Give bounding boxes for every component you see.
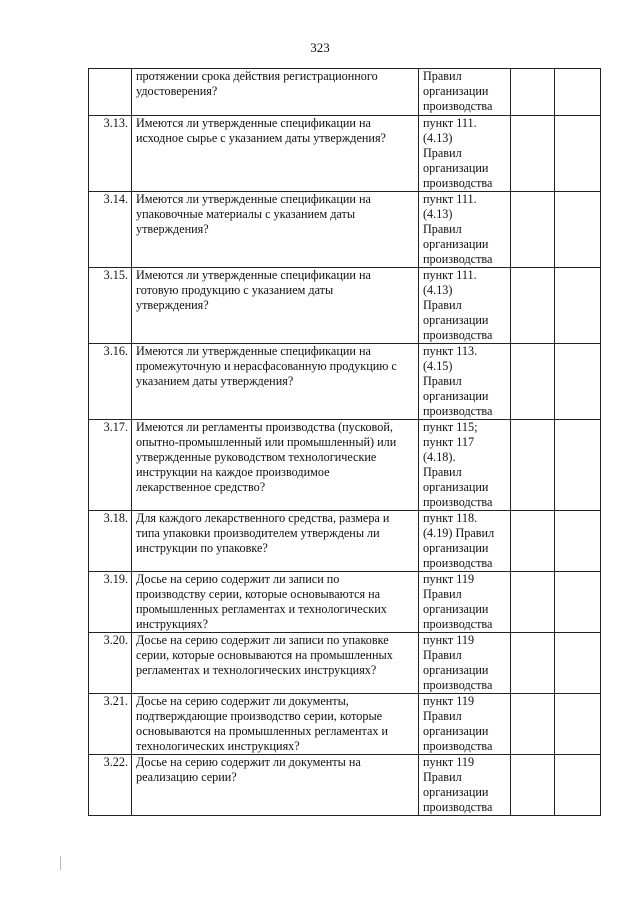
reference-line: организации — [423, 389, 489, 403]
reference-line: организации — [423, 785, 489, 799]
reference-line: пункт 111. — [423, 268, 477, 282]
reference-line: производства — [423, 556, 493, 570]
question-line: регламентах и технологических инструкциях? — [136, 663, 377, 677]
answer-cell-no — [555, 420, 601, 511]
reference-line: пункт 118. — [423, 511, 478, 525]
reference-line: пункт 119 — [423, 694, 475, 708]
answer-cell-no — [555, 511, 601, 572]
margin-mark — [60, 856, 61, 870]
reference-line: Правил — [423, 298, 462, 312]
question-text — [132, 420, 419, 511]
question-line: основываются на промышленных регламентах и — [136, 724, 389, 738]
page-number: 323 — [310, 40, 330, 55]
question-text — [132, 572, 419, 633]
question-text — [132, 344, 419, 420]
question-line: Имеются ли утвержденные спецификации на — [136, 192, 371, 206]
table-row — [89, 511, 601, 572]
table-row — [89, 344, 601, 420]
table-row — [89, 192, 601, 268]
reference-line: пункт 111. — [423, 192, 477, 206]
question-line: инструкциях? — [136, 617, 209, 631]
question-line: Имеются ли утвержденные спецификации на — [136, 268, 371, 282]
regulation-reference — [419, 116, 511, 192]
question-line: Имеются ли регламенты производства (пусковой, — [136, 420, 393, 434]
reference-line: организации — [423, 724, 489, 738]
reference-line: Правил — [423, 709, 462, 723]
reference-line: (4.15) — [423, 359, 453, 373]
question-line: Имеются ли утвержденные спецификации на — [136, 116, 371, 130]
reference-line: производства — [423, 252, 493, 266]
answer-cell-yes — [511, 69, 555, 116]
question-text — [132, 755, 419, 816]
question-line: инструкции по упаковке? — [136, 541, 268, 555]
question-line: Досье на серию содержит ли записи по — [136, 572, 340, 586]
reference-line: Правил — [423, 648, 462, 662]
question-line: типа упаковки производителем утверждены ли — [136, 526, 380, 540]
reference-line: организации — [423, 84, 489, 98]
question-line: Досье на серию содержит ли записи по упаковке — [136, 633, 389, 647]
question-line: лекарственное средство? — [136, 480, 266, 494]
answer-cell-yes — [511, 694, 555, 755]
answer-cell-no — [555, 755, 601, 816]
reference-line: производства — [423, 739, 493, 753]
table-row — [89, 633, 601, 694]
reference-line: Правил — [423, 146, 462, 160]
answer-cell-yes — [511, 633, 555, 694]
question-line: указанием даты утверждения? — [136, 374, 294, 388]
question-line: серии, которые основываются на промышленных — [136, 648, 393, 662]
table-row — [89, 572, 601, 633]
reference-line: (4.18). — [423, 450, 456, 464]
question-line: упаковочные материалы с указанием даты — [136, 207, 356, 221]
answer-cell-no — [555, 694, 601, 755]
question-line: подтверждающие производство серии, которые — [136, 709, 383, 723]
reference-line: (4.19) Правил — [423, 526, 495, 540]
question-line: утверждения? — [136, 222, 209, 236]
question-text — [132, 192, 419, 268]
reference-line: производства — [423, 678, 493, 692]
reference-line: производства — [423, 617, 493, 631]
reference-line: производства — [423, 99, 493, 113]
regulation-reference — [419, 69, 511, 116]
question-line: исходное сырье с указанием даты утверждения? — [136, 131, 386, 145]
reference-line: организации — [423, 237, 489, 251]
question-line: технологических инструкциях? — [136, 739, 300, 753]
table-row — [89, 694, 601, 755]
answer-cell-no — [555, 344, 601, 420]
reference-line: организации — [423, 663, 489, 677]
reference-line: Правил — [423, 465, 462, 479]
reference-line: пункт 119 — [423, 572, 475, 586]
answer-cell-no — [555, 268, 601, 344]
question-line: утвержденные руководством технологические — [136, 450, 377, 464]
reference-line: организации — [423, 602, 489, 616]
answer-cell-yes — [511, 192, 555, 268]
regulation-reference — [419, 572, 511, 633]
regulation-reference — [419, 755, 511, 816]
question-line: промышленных регламентах и технологических — [136, 602, 387, 616]
reference-line: Правил — [423, 222, 462, 236]
question-line: Для каждого лекарственного средства, размера и — [136, 511, 390, 525]
regulation-reference — [419, 268, 511, 344]
answer-cell-yes — [511, 420, 555, 511]
reference-line: пункт 111. — [423, 116, 477, 130]
item-number: 3.13. — [89, 116, 132, 192]
checklist-table — [88, 68, 601, 816]
question-line: инструкции на каждое производимое — [136, 465, 330, 479]
reference-line: Правил — [423, 374, 462, 388]
answer-cell-yes — [511, 511, 555, 572]
answer-cell-yes — [511, 268, 555, 344]
table-row — [89, 69, 601, 116]
answer-cell-yes — [511, 116, 555, 192]
regulation-reference — [419, 344, 511, 420]
answer-cell-no — [555, 572, 601, 633]
table-row — [89, 755, 601, 816]
reference-line: производства — [423, 328, 493, 342]
item-number: 3.19. — [89, 572, 132, 633]
reference-line: производства — [423, 495, 493, 509]
item-number: 3.21. — [89, 694, 132, 755]
answer-cell-no — [555, 633, 601, 694]
question-line: утверждения? — [136, 298, 209, 312]
regulation-reference — [419, 192, 511, 268]
question-line: промежуточную и нерасфасованную продукцию с — [136, 359, 397, 373]
regulation-reference — [419, 694, 511, 755]
table-row — [89, 420, 601, 511]
reference-line: производства — [423, 800, 493, 814]
table-row — [89, 268, 601, 344]
item-number: 3.20. — [89, 633, 132, 694]
question-line: производству серии, которые основываются на — [136, 587, 381, 601]
reference-line: Правил — [423, 587, 462, 601]
question-text — [132, 511, 419, 572]
question-text — [132, 69, 419, 116]
reference-line: организации — [423, 313, 489, 327]
reference-line: организации — [423, 480, 489, 494]
answer-cell-yes — [511, 344, 555, 420]
reference-line: Правил — [423, 770, 462, 784]
reference-line: (4.13) — [423, 207, 453, 221]
question-text — [132, 633, 419, 694]
checklist-rows — [89, 69, 601, 816]
answer-cell-no — [555, 192, 601, 268]
reference-line: производства — [423, 404, 493, 418]
reference-line: организации — [423, 541, 489, 555]
item-number: 3.14. — [89, 192, 132, 268]
reference-line: Правил — [423, 69, 462, 83]
item-number: 3.16. — [89, 344, 132, 420]
question-text — [132, 694, 419, 755]
question-line: реализацию серии? — [136, 770, 237, 784]
item-number — [89, 69, 132, 116]
regulation-reference — [419, 420, 511, 511]
reference-line: организации — [423, 161, 489, 175]
question-line: Имеются ли утвержденные спецификации на — [136, 344, 371, 358]
regulation-reference — [419, 633, 511, 694]
reference-line: (4.13) — [423, 283, 453, 297]
answer-cell-no — [555, 69, 601, 116]
reference-line: пункт 117 — [423, 435, 475, 449]
answer-cell-no — [555, 116, 601, 192]
question-line: опытно-промышленный или промышленный) или — [136, 435, 397, 449]
question-line: Досье на серию содержит ли документы, — [136, 694, 349, 708]
question-text — [132, 268, 419, 344]
table-row — [89, 116, 601, 192]
item-number: 3.18. — [89, 511, 132, 572]
reference-line: пункт 113. — [423, 344, 478, 358]
regulation-reference — [419, 511, 511, 572]
item-number: 3.22. — [89, 755, 132, 816]
reference-line: пункт 115; — [423, 420, 478, 434]
question-line: Досье на серию содержит ли документы на — [136, 755, 361, 769]
reference-line: (4.13) — [423, 131, 453, 145]
question-line: протяжении срока действия регистрационного — [136, 69, 378, 83]
answer-cell-yes — [511, 755, 555, 816]
reference-line: производства — [423, 176, 493, 190]
question-line: готовую продукцию с указанием даты — [136, 283, 334, 297]
item-number: 3.15. — [89, 268, 132, 344]
item-number: 3.17. — [89, 420, 132, 511]
question-text — [132, 116, 419, 192]
answer-cell-yes — [511, 572, 555, 633]
reference-line: пункт 119 — [423, 755, 475, 769]
reference-line: пункт 119 — [423, 633, 475, 647]
question-line: удостоверения? — [136, 84, 218, 98]
